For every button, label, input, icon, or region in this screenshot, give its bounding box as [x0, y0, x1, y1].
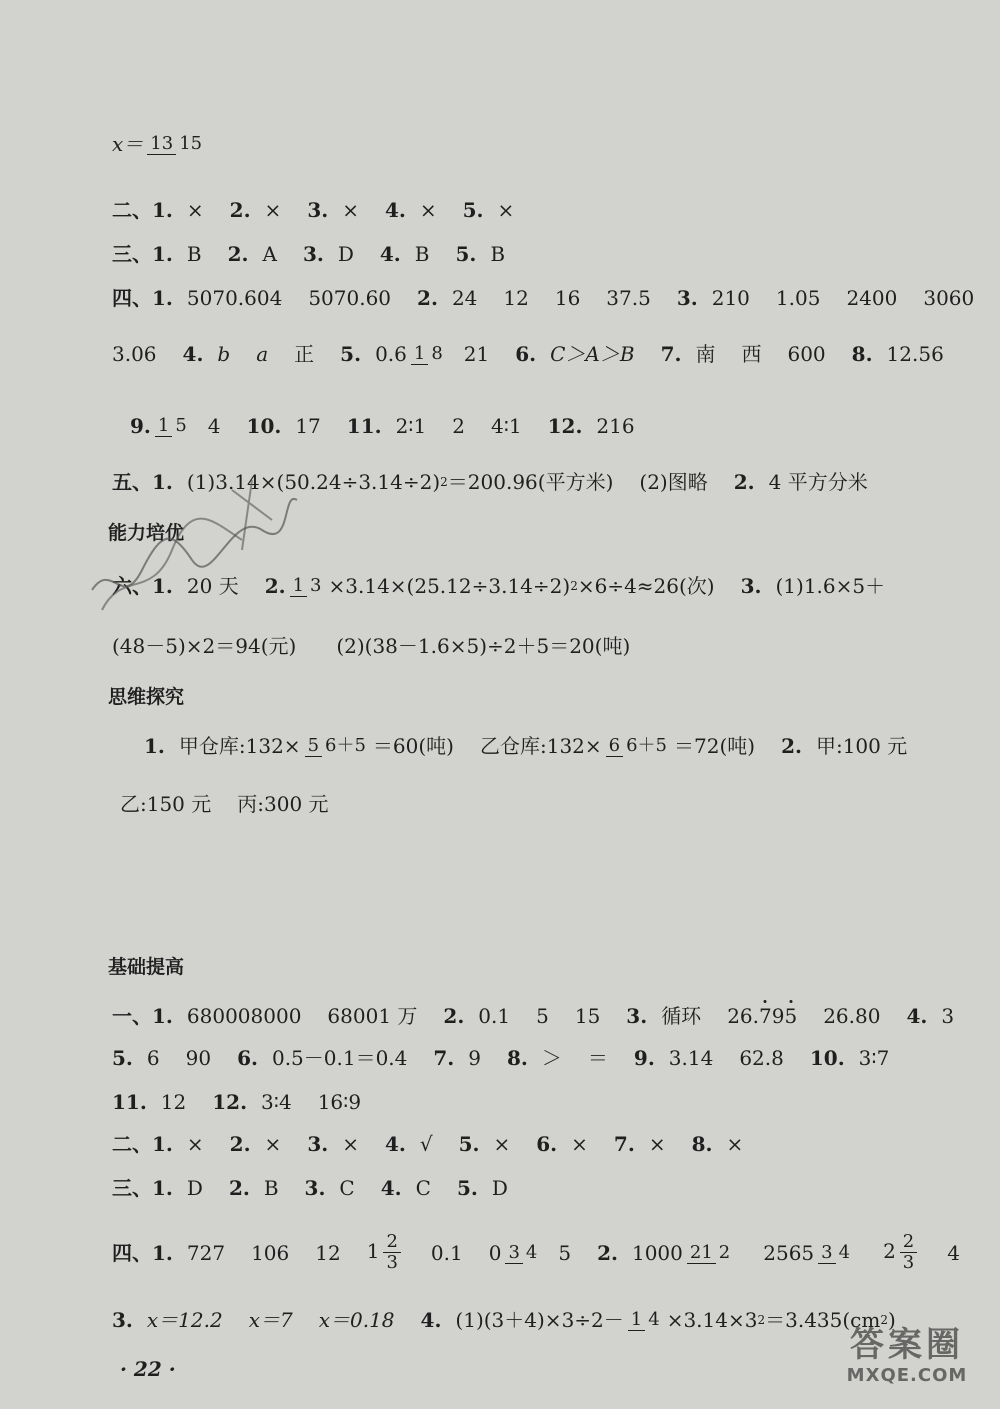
num: 11. — [112, 1090, 147, 1114]
num: 3. — [676, 286, 698, 310]
line-b-section-1 — [112, 1002, 954, 1030]
expr: 甲仓库:132× — [178, 734, 301, 758]
ans: × — [726, 1132, 744, 1156]
ans: 正 — [294, 342, 315, 366]
ans: 2565 — [763, 1240, 815, 1265]
line-b-section-3 — [112, 1174, 508, 1202]
watermark-logo — [832, 1325, 982, 1397]
ans: 5 — [558, 1240, 572, 1265]
ans: 0 — [488, 1240, 502, 1265]
num: 2. — [443, 1004, 465, 1028]
whole: 2 — [883, 1239, 896, 1263]
num: 4. — [380, 1176, 402, 1200]
ans: B — [263, 1176, 279, 1200]
ans: b — [217, 342, 231, 366]
ans: 62.8 — [739, 1046, 784, 1070]
num: 3. — [307, 1132, 329, 1156]
ans: x＝0.18 — [318, 1308, 395, 1332]
ans: 15 — [574, 1004, 601, 1028]
num: 1. — [144, 734, 165, 758]
ans: C — [415, 1176, 431, 1200]
den: 15 — [179, 133, 203, 154]
ans: 0.1 — [478, 1004, 511, 1028]
num: 4. — [384, 1132, 406, 1156]
ans: B — [414, 242, 430, 266]
ans: x＝7 — [248, 1308, 293, 1332]
page-number: · 22 · — [120, 1357, 176, 1381]
num: 1 — [155, 415, 172, 437]
num: 7. — [433, 1046, 455, 1070]
ans: a — [256, 342, 269, 366]
expr: 4 平方分米 — [768, 470, 868, 494]
ans: √ — [419, 1132, 433, 1156]
line-thinking-1 — [144, 732, 907, 760]
ans: × — [419, 198, 437, 222]
num: 9. — [130, 414, 151, 438]
num: 5 — [305, 735, 322, 757]
expr: ×3.14×3 — [666, 1308, 758, 1332]
ans: 3.14 — [668, 1046, 714, 1070]
digits: 26. — [727, 1004, 759, 1028]
num: 7. — [660, 342, 682, 366]
fraction — [383, 1232, 400, 1273]
digit: 7 — [759, 1004, 772, 1028]
exponent: 2 — [757, 1313, 766, 1327]
line-section-4-cont2 — [130, 412, 635, 440]
num: 10. — [246, 414, 282, 438]
ans: 600 — [787, 342, 826, 366]
num: 2. — [229, 198, 251, 222]
ans: 5070.604 — [186, 286, 283, 310]
num: 6. — [515, 342, 537, 366]
expr: ) — [887, 1308, 896, 1332]
section-heading: 能力培优 — [108, 522, 185, 544]
num: 2. — [227, 242, 249, 266]
expr: x＝ — [112, 132, 144, 156]
ans: 4 — [947, 1240, 960, 1265]
expr: 甲:100 元 — [815, 734, 908, 758]
ans: 0.1 — [430, 1240, 463, 1265]
num: 5. — [462, 198, 484, 222]
den: 3 — [902, 1252, 915, 1273]
num: 9. — [633, 1046, 655, 1070]
num: 4. — [906, 1004, 928, 1028]
num: 13 — [147, 133, 176, 155]
ans: 0.5－0.1＝0.4 — [271, 1046, 408, 1070]
ans: 16 — [554, 286, 581, 310]
num: 2. — [597, 1240, 618, 1265]
ans: D — [337, 242, 354, 266]
ans: 12.56 — [886, 342, 944, 366]
ans: 3∶7 — [858, 1046, 890, 1070]
ans: 9 — [468, 1046, 482, 1070]
exponent: 2 — [570, 579, 578, 593]
num: 二、1. — [112, 198, 173, 222]
num: 四、1. — [112, 1240, 173, 1265]
expr: ×3.14×(25.12÷3.14÷2) — [328, 574, 571, 598]
ans: 24 — [451, 286, 478, 310]
ans: 4∶1 — [490, 414, 522, 438]
fraction — [818, 1243, 853, 1263]
line-section-2 — [112, 196, 514, 224]
whole: 1 — [366, 1239, 380, 1263]
ans: × — [648, 1132, 666, 1156]
exponent: 2 — [880, 1313, 888, 1327]
num: 二、1. — [112, 1132, 173, 1156]
num: 2 — [383, 1232, 400, 1253]
line-x-eq — [112, 130, 209, 158]
ans: 37.5 — [606, 286, 651, 310]
num: 12. — [547, 414, 583, 438]
ans: 90 — [185, 1046, 212, 1070]
num: 3. — [302, 242, 324, 266]
num: 四、1. — [112, 286, 173, 310]
ans: C＞A＞B — [550, 342, 635, 366]
ans: A — [262, 242, 277, 266]
ans: 21 — [463, 342, 490, 366]
ans: 1000 — [631, 1240, 683, 1265]
ans: D — [491, 1176, 508, 1200]
ans: 3∶4 — [261, 1090, 292, 1114]
line-thinking-1-cont — [120, 790, 329, 818]
fraction — [900, 1232, 917, 1273]
ans: × — [497, 198, 515, 222]
ans: 17 — [295, 414, 321, 438]
num: 2. — [781, 734, 802, 758]
ans: 5 — [536, 1004, 549, 1028]
expr: 乙:150 元 — [120, 792, 212, 816]
expr: ＝3.435(cm — [765, 1308, 881, 1332]
ans: 2 — [452, 414, 465, 438]
num: 8. — [851, 342, 873, 366]
ans: 2∶1 — [395, 414, 427, 438]
ans: × — [493, 1132, 511, 1156]
num: 一、1. — [112, 1004, 173, 1028]
digit: 9 — [771, 1004, 785, 1028]
expr: 丙:300 元 — [237, 792, 329, 816]
expr: ＝60(吨) — [372, 734, 454, 758]
line-section-4-cont — [112, 340, 944, 368]
ans: C — [339, 1176, 355, 1200]
ans: 727 — [186, 1240, 226, 1265]
line-b-section-2 — [112, 1130, 743, 1158]
ans: 210 — [711, 286, 750, 310]
num: 6 — [606, 735, 623, 757]
num: 6. — [536, 1132, 558, 1156]
num: 3. — [112, 1308, 133, 1332]
den: 4 — [648, 1309, 660, 1330]
fraction — [305, 736, 369, 756]
ans: ＞ — [541, 1046, 562, 1070]
repeating-decimal — [727, 1002, 797, 1030]
num: 六、1. — [112, 574, 173, 598]
expr: (2)图略 — [639, 470, 708, 494]
num: 2. — [417, 286, 438, 310]
ans: 5070.60 — [308, 286, 392, 310]
num: 3. — [304, 1176, 326, 1200]
num: 3. — [740, 574, 762, 598]
num: 2. — [264, 574, 286, 598]
num: 1 — [411, 343, 428, 365]
num: 五、1. — [112, 470, 173, 494]
ans: × — [186, 198, 204, 222]
fraction — [411, 344, 446, 364]
num: 7. — [613, 1132, 635, 1156]
ans: 南 — [695, 342, 716, 366]
num: 6. — [237, 1046, 258, 1070]
ans: × — [264, 198, 282, 222]
num: 3. — [626, 1004, 648, 1028]
watermark-title: 答案圈 — [850, 1325, 964, 1365]
expr: 乙仓库:132× — [479, 734, 602, 758]
watermark-url: MXQE.COM — [846, 1365, 968, 1386]
fraction — [505, 1243, 540, 1263]
den: 4 — [838, 1241, 851, 1263]
num: 5. — [340, 342, 362, 366]
num: 1 — [290, 575, 307, 597]
mixed-number — [883, 1232, 921, 1273]
ans: D — [186, 1176, 203, 1200]
num: 4. — [182, 342, 204, 366]
line-section-3 — [112, 240, 505, 268]
num: 3 — [505, 1242, 522, 1264]
den: 3 — [310, 575, 322, 596]
num: 4. — [420, 1308, 442, 1332]
expr: ×6÷4≈26(次) — [577, 574, 715, 598]
num: 4. — [384, 198, 406, 222]
handwriting-scribble-icon — [82, 470, 302, 620]
num: 11. — [346, 414, 382, 438]
ans: 4 — [207, 414, 221, 438]
ans: ＝ — [587, 1046, 608, 1070]
den: 5 — [175, 415, 187, 436]
num: 8. — [691, 1132, 713, 1156]
ans: 6 — [146, 1046, 160, 1070]
num: 5. — [456, 1176, 478, 1200]
num: 12. — [212, 1090, 248, 1114]
num: 1 — [628, 1309, 645, 1331]
ans: 12 — [503, 286, 529, 310]
num: 21 — [687, 1242, 716, 1264]
ans: 3060 — [923, 286, 975, 310]
num: 8. — [507, 1046, 528, 1070]
num: 2. — [228, 1176, 250, 1200]
num: 4. — [379, 242, 401, 266]
ans: B — [490, 242, 506, 266]
digit: 5 — [784, 1004, 798, 1028]
ans: × — [342, 1132, 359, 1156]
ans: × — [342, 198, 359, 222]
ans: 0.6 — [375, 342, 407, 366]
num: 10. — [809, 1046, 845, 1070]
den: 8 — [431, 343, 443, 364]
line-b-section-1-cont — [112, 1044, 889, 1072]
den: 3 — [386, 1252, 398, 1273]
num: 3. — [307, 198, 329, 222]
ans: 1.05 — [775, 286, 821, 310]
ans: 216 — [596, 414, 635, 438]
fraction — [155, 416, 190, 436]
expr: (1)3.14×(50.24÷3.14÷2) — [186, 470, 441, 494]
num: 2. — [733, 470, 755, 494]
ans: × — [264, 1132, 282, 1156]
num: 5. — [455, 242, 477, 266]
ans: 12 — [315, 1240, 341, 1265]
ans: 循环 — [661, 1004, 702, 1028]
ans: 680008000 — [186, 1004, 302, 1028]
expr: (2)(38－1.6×5)÷2＋5＝20(吨) — [336, 634, 631, 658]
fraction — [687, 1243, 733, 1263]
den: 6＋5 — [626, 735, 668, 756]
expr: ＝200.96(平方米) — [447, 470, 614, 494]
expr: (48－5)×2＝94(元) — [112, 634, 297, 658]
num: 5. — [458, 1132, 480, 1156]
num: 3 — [818, 1242, 835, 1264]
num: 2 — [900, 1232, 917, 1253]
line-b-section-4-cont — [112, 1306, 896, 1334]
expr: ＝72(吨) — [674, 734, 756, 758]
section-heading: 基础提高 — [108, 956, 185, 978]
line-section-4 — [112, 284, 974, 312]
line-b-section-4 — [112, 1232, 960, 1273]
ans: B — [186, 242, 202, 266]
fraction — [628, 1310, 663, 1330]
num: 2. — [229, 1132, 251, 1156]
exponent: 2 — [440, 475, 448, 489]
ans: 16∶9 — [317, 1090, 362, 1114]
expr: (1)(3＋4)×3÷2－ — [455, 1308, 624, 1332]
ans: 3 — [941, 1004, 955, 1028]
line-b-section-1-cont2 — [112, 1088, 361, 1116]
fraction — [606, 736, 670, 756]
num: 三、1. — [112, 1176, 173, 1200]
num: 三、1. — [112, 242, 173, 266]
den: 6＋5 — [325, 735, 366, 756]
ans: x＝12.2 — [146, 1308, 223, 1332]
num: 5. — [112, 1046, 133, 1070]
ans: × — [186, 1132, 204, 1156]
den: 2 — [718, 1241, 731, 1263]
ans: 西 — [741, 342, 762, 366]
ans: × — [571, 1132, 588, 1156]
den: 4 — [525, 1241, 538, 1263]
ans: 3.06 — [112, 342, 157, 366]
section-heading: 思维探究 — [108, 686, 185, 708]
expr: (1)1.6×5＋ — [775, 574, 886, 598]
line-section-6-cont — [112, 632, 630, 660]
ans: 2400 — [846, 286, 898, 310]
ans: 20 天 — [186, 574, 239, 598]
mixed-number — [367, 1232, 405, 1273]
fraction — [147, 134, 205, 154]
ans: 68001 万 — [327, 1004, 418, 1028]
ans: 106 — [251, 1240, 290, 1265]
ans: 26.80 — [823, 1004, 881, 1028]
ans: 12 — [160, 1090, 187, 1114]
